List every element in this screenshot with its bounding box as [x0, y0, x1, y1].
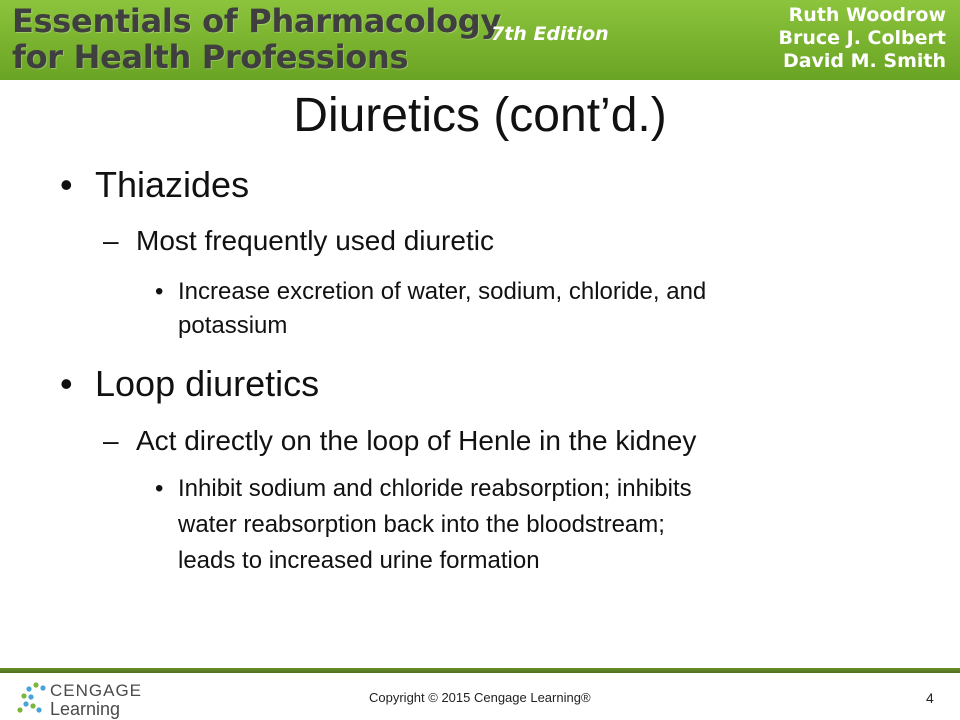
sub-point-thiazides: Most frequently used diuretic	[136, 225, 494, 256]
cengage-wordmark: CENGAGE	[50, 681, 143, 700]
bullet-icon: •	[60, 363, 73, 404]
detail-loop-line-3: leads to increased urine formation	[178, 547, 540, 574]
learning-wordmark: Learning	[50, 699, 121, 719]
author-1: Ruth Woodrow	[788, 4, 946, 26]
author-2: Bruce J. Colbert	[778, 27, 946, 49]
small-bullet-icon: •	[155, 475, 164, 502]
detail-thiazides-line-1: Increase excretion of water, sodium, chloride, and	[178, 278, 707, 305]
copyright-notice: Copyright © 2015 Cengage Learning®	[369, 690, 591, 705]
section-heading-thiazides: Thiazides	[95, 164, 250, 205]
page-number: 4	[926, 690, 934, 706]
cengage-logo-icon	[14, 679, 54, 717]
detail-loop-line-2: water reabsorption back into the bloodstream;	[178, 511, 665, 538]
author-3: David M. Smith	[782, 50, 946, 72]
small-bullet-icon: •	[155, 278, 164, 305]
footer-divider	[0, 668, 960, 673]
slide-title: Diuretics (cont’d.)	[293, 89, 667, 142]
edition-label: 7th Edition	[491, 23, 609, 45]
header-banner	[0, 0, 960, 80]
detail-loop-line-1: Inhibit sodium and chloride reabsorption; inhibits	[178, 475, 692, 502]
dash-icon: –	[103, 425, 119, 456]
bullet-icon: •	[60, 164, 73, 205]
author-list	[779, 4, 947, 73]
detail-thiazides-line-2: potassium	[178, 312, 288, 339]
dash-icon: –	[103, 225, 119, 256]
book-title-line-1: Essentials of Pharmacology	[12, 2, 501, 40]
sub-point-loop-diuretics: Act directly on the loop of Henle in the kidney	[136, 425, 697, 456]
section-heading-loop-diuretics: Loop diuretics	[95, 363, 320, 404]
book-title	[12, 3, 501, 75]
book-title-line-2: for Health Professions	[12, 38, 409, 76]
